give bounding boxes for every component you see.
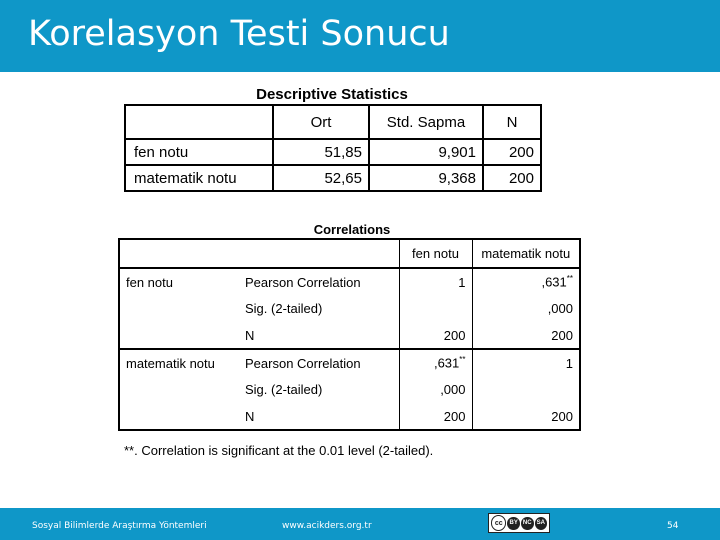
table-row (119, 349, 580, 376)
by-badge: BY (507, 517, 520, 530)
value-cell: 200 (399, 403, 472, 430)
value-cell: 200 (472, 322, 580, 349)
variable-label-empty (119, 295, 239, 322)
table-row (119, 295, 580, 322)
website-link[interactable]: www.acikders.org.tr (282, 521, 372, 531)
significance-mark: ** (459, 355, 466, 365)
sa-badge: SA (535, 517, 548, 530)
row-label: matematik notu (125, 165, 273, 191)
value-text: ,631 (541, 274, 567, 290)
descriptive-table (124, 104, 542, 192)
slide-title: Korelasyon Testi Sonucu (28, 14, 450, 54)
cc-badge: cc (491, 515, 506, 531)
value-text: ,631 (433, 355, 460, 371)
variable-label-empty (119, 322, 239, 349)
value-cell: ,000 (399, 376, 472, 403)
cell-n: 200 (483, 139, 541, 165)
nc-badge: NC (521, 517, 534, 530)
variable-label: matematik notu (119, 349, 239, 376)
title-bar (0, 0, 720, 72)
header-fen-notu: fen notu (399, 239, 472, 268)
table-row (125, 139, 541, 165)
variable-label-empty (119, 376, 239, 403)
stat-label: N (245, 408, 255, 424)
value-cell (399, 349, 472, 376)
descriptive-header-empty (125, 105, 273, 139)
table-row (119, 322, 580, 349)
stat-label: N (245, 327, 255, 343)
descriptive-header-ort: Ort (273, 105, 369, 139)
table-row (119, 376, 580, 403)
creative-commons-by-nc-sa-icon[interactable] (488, 513, 550, 533)
value-cell: 200 (399, 322, 472, 349)
correlations-caption: Correlations (313, 222, 391, 237)
descriptive-header-n: N (483, 105, 541, 139)
table-row (119, 268, 580, 295)
value-cell: 1 (399, 268, 472, 295)
value-cell (399, 295, 472, 322)
page-number: 54 (667, 521, 679, 531)
row-label: fen notu (125, 139, 273, 165)
header-empty (119, 239, 239, 268)
cell-std: 9,368 (369, 165, 483, 191)
value-cell (472, 376, 580, 403)
correlations-table (118, 238, 581, 431)
value-cell: 200 (472, 403, 580, 430)
value-cell (472, 268, 580, 295)
table-row (125, 165, 541, 191)
correlations-header-row (119, 239, 580, 268)
table-row (119, 403, 580, 430)
descriptive-caption: Descriptive Statistics (256, 86, 408, 103)
cell-ort: 51,85 (273, 139, 369, 165)
stat-label: Sig. (2-tailed) (245, 301, 323, 316)
stat-label: Pearson Correlation (239, 349, 399, 376)
variable-label-empty (119, 403, 239, 430)
significance-note: **. Correlation is significant at the 0.01 level (2-tailed). (124, 443, 434, 458)
value-cell: 1 (472, 349, 580, 376)
descriptive-header-std: Std. Sapma (369, 105, 483, 139)
cell-std: 9,901 (369, 139, 483, 165)
header-empty (239, 239, 399, 268)
significance-mark: ** (566, 274, 573, 284)
stat-label: Pearson Correlation (239, 268, 399, 295)
cell-ort: 52,65 (273, 165, 369, 191)
value-cell: ,000 (472, 295, 580, 322)
cell-n: 200 (483, 165, 541, 191)
variable-label: fen notu (119, 268, 239, 295)
stat-label: Sig. (2-tailed) (245, 382, 323, 397)
descriptive-header-row (125, 105, 541, 139)
header-matematik-notu: matematik notu (472, 239, 580, 268)
course-name: Sosyal Bilimlerde Araştırma Yöntemleri (32, 521, 207, 531)
